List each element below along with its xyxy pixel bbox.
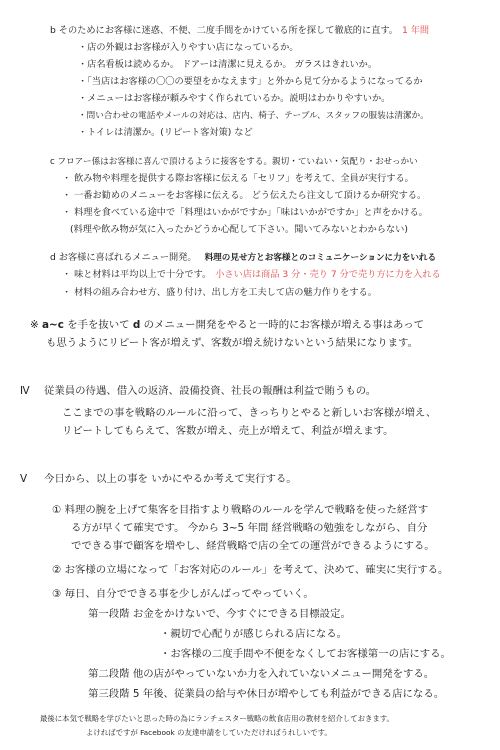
section-v-item1-line3: でできる事で顧客を増やし、経営戦略で店の全ての運営ができるようにする。 [71,540,435,552]
section-iv-numeral: Ⅳ [20,385,30,397]
section-b-item: ・問い合わせの電話やメールの対応は、店内、椅子、テーブル、スタッフの服装は清潔か。 [78,111,429,121]
footer-line1: 最後に本気で戦略を学びたいと思った時の為にランチェスター戦略の飲食店用の教材を紹介しておきます。 [40,714,394,723]
section-b-item: ・「当店はお客様の〇〇の要望をかなえます」と外から見て分かるようになってるか [78,76,423,87]
section-v-stage1-sub: ・お客様の二度手間や不便をなくしてお客様第一の店にする。 [160,648,451,660]
section-b-heading [50,24,429,38]
section-v-stage3: 第三段階 5 年後、従業員の給与や休日が増やしても利益ができる店になる。 [88,688,445,700]
section-c-item: ・ 一番お勧めのメニューをお客様に伝える。 どう伝えたら注文して頂けるか研究する。 [62,190,427,201]
section-d-heading-text: d お客様に喜ばれるメニュー開発。 [50,252,197,263]
section-v-item3: ③ 毎日、自分でできる事を少しがんばってやっていく。 [52,588,314,600]
section-d-heading [50,251,436,265]
section-c-item: ・ 料理を食べている途中で「料理はいかがですか」「味はいかがですか」と声をかける。 [62,207,428,218]
section-v-stage1: 第一段階 お金をかけないで、今すぐにできる目標設定。 [88,608,351,620]
section-v-stage1-sub: ・親切で心配りが感じられる店になる。 [160,628,348,640]
note-ac-line1 [30,318,424,332]
section-b-heading-note: 1 年間 [401,25,430,36]
section-iv-line3: リピートしてもらえて、客数が増え、売上が増えて、利益が増えます。 [62,425,394,437]
section-b-item: ・トイレは清潔か。(リピート客対策) など [78,127,253,138]
section-v-item1-line2: る方が早くて確実です。 今から 3~5 年間 経営戦略の勉強をしながら、自分 [71,522,428,534]
section-d-item [62,268,441,282]
section-iv-line1: 従業員の待遇、借入の返済、設備投資、社長の報酬は利益で賄うもの。 [44,385,377,397]
note-ac-line2: も思うようにリピート客が増えず、客数が増え続けないという結果になります。 [46,337,418,349]
section-c-heading: c フロアー係はお客様に喜んで頂けるように接客をする。親切・ていねい・気配り・おせっかい [50,157,418,167]
section-b-heading-text: b そのためにお客様に迷惑、不便、二度手間をかけている所を探して徹底的に直す。 [50,25,398,36]
note-ac-mid: を手を抜いて [63,319,133,331]
section-c-note: (料理や飲み物が気に入ったかどうか心配して下さい。聞いてみないとわからない) [70,224,408,235]
footer-line2: よければですが Facebook の友達申請をしていただければうれしいです。 [86,728,332,737]
note-ac-bold2: d [132,319,141,331]
section-d-heading-bold: 料理の見せ方とお客様とのコミュニケーションに力をいれる [204,253,437,263]
note-ac-bold1: a~c [42,319,64,331]
section-b-item: ・店の外観はお客様が入りやすい店になっているか。 [78,42,299,53]
note-ac-prefix: ※ [30,319,43,331]
section-v-stage2: 第二段階 他の店がやっていないか力を入れていないメニュー開発をする。 [88,668,435,680]
note-ac-rest: のメニュー開発をやると一時的にお客様が増える事はあって [140,319,425,331]
section-c-item: ・ 飲み物や料理を提供する際お客様に伝える「セリフ」を考えて、全員が実行する。 [62,173,414,184]
section-v-line1: 今日から、以上の事を いかにやるか考えて実行する。 [44,473,297,485]
section-b-item: ・メニューはお客様が頼みやすく作られているか。説明はわかりやすいか。 [78,93,391,104]
section-d-item1-text: ・ 味と材料は平均以上で十分です。 [62,269,212,280]
section-v-numeral: Ⅴ [20,473,28,485]
section-v-item1-line1: ① 料理の腕を上げて集客を目指すより戦略のルールを学んで戦略を使った経営す [52,504,429,516]
section-v-item2: ② お客様の立場になって「お客対応のルール」を考えて、決めて、確実に実行する。 [52,564,449,576]
section-iv-line2: ここまでの事を戦略のルールに沿って、きっちりとやると新しいお客様が増え、 [62,407,437,419]
section-d-item: ・ 材料の組み合わせ方、盛り付け、出し方を工夫して店の魅力作りをする。 [62,287,377,298]
section-b-item: ・店名看板は読めるか。 ドアーは清潔に見えるか。 ガラスはきれいか。 [78,59,378,70]
section-d-item1-highlight: 小さい店は商品 3 分・売り 7 分で売り方に力を入れる [215,269,441,280]
